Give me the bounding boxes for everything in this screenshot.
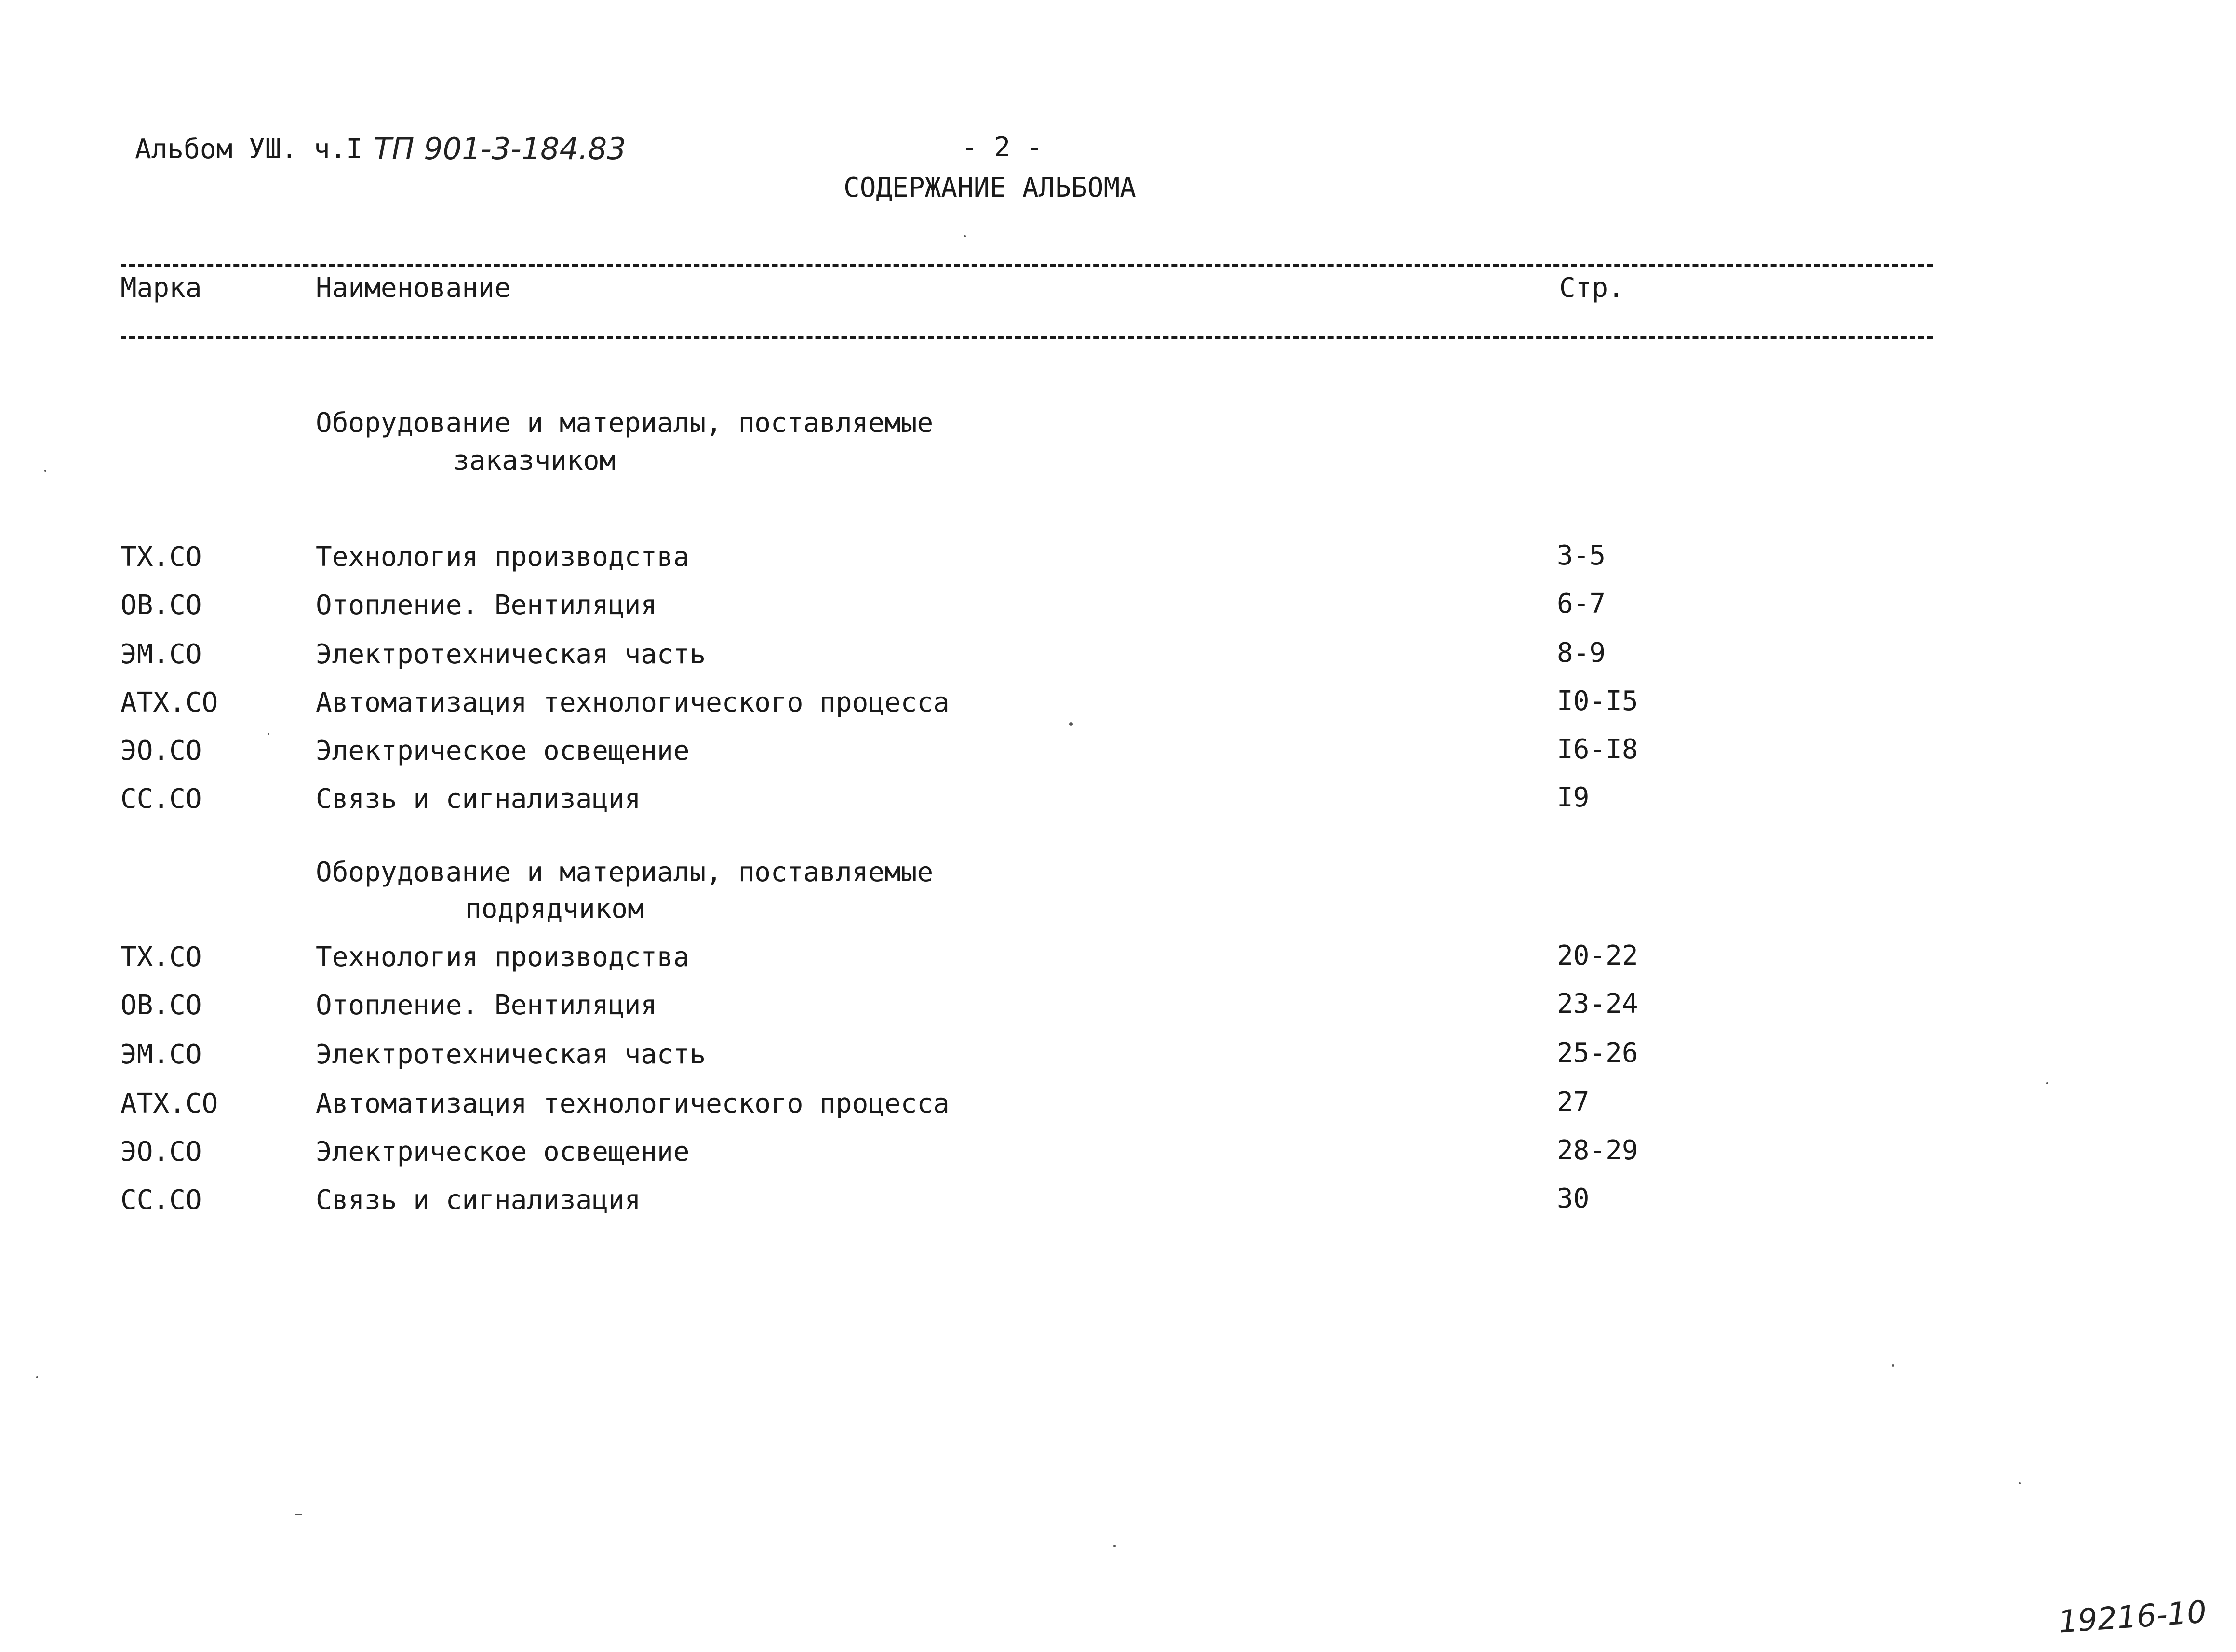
section-heading: Оборудование и материалы, поставляемые	[316, 857, 934, 888]
scan-speck	[295, 1514, 302, 1515]
row-page: 6-7	[1557, 588, 1606, 619]
column-header-page: Стр.	[1559, 272, 1624, 304]
section-subheading: подрядчиком	[465, 893, 644, 925]
scan-speck	[2046, 1082, 2048, 1084]
scan-speck	[2019, 1482, 2021, 1484]
column-header-mark: Марка	[121, 272, 202, 304]
row-mark: ТХ.СО	[121, 941, 202, 973]
row-name: Технология производства	[316, 941, 690, 973]
row-mark: СС.СО	[121, 783, 202, 815]
album-label: Альбом УШ. ч.I	[135, 134, 363, 165]
row-name: Технология производства	[316, 541, 690, 573]
scan-speck	[36, 1376, 38, 1378]
row-page: I9	[1557, 782, 1590, 813]
column-header-name: Наименование	[316, 272, 511, 304]
row-mark: АТХ.СО	[121, 687, 218, 718]
page-title: СОДЕРЖАНИЕ АЛЬБОМА	[844, 172, 1136, 203]
row-mark: СС.СО	[121, 1184, 202, 1216]
row-mark: ТХ.СО	[121, 541, 202, 573]
header-top-rule	[121, 264, 1933, 267]
row-mark: ЭО.СО	[121, 1136, 202, 1168]
row-page: I0-I5	[1557, 685, 1638, 717]
page-number: - 2 -	[962, 132, 1043, 163]
section-heading: Оборудование и материалы, поставляемые	[316, 407, 934, 439]
scan-speck	[268, 733, 269, 735]
row-mark: ЭО.СО	[121, 735, 202, 766]
row-name: Автоматизация технологического процесса	[316, 687, 950, 718]
row-name: Электротехническая часть	[316, 1039, 706, 1070]
row-mark: ЭМ.СО	[121, 1039, 202, 1070]
row-name: Связь и сигнализация	[316, 1184, 641, 1216]
row-name: Связь и сигнализация	[316, 783, 641, 815]
handwritten-number: 19216-10	[2057, 1594, 2208, 1640]
row-name: Электрическое освещение	[316, 735, 690, 766]
row-mark: АТХ.СО	[121, 1088, 218, 1119]
scan-speck	[1069, 722, 1073, 726]
section-subheading: заказчиком	[453, 445, 616, 476]
row-name: Автоматизация технологического процесса	[316, 1088, 950, 1119]
row-page: 3-5	[1557, 540, 1606, 571]
row-page: 28-29	[1557, 1135, 1638, 1166]
scan-speck	[1892, 1364, 1894, 1367]
scan-speck	[1113, 1545, 1116, 1547]
row-name: Электрическое освещение	[316, 1136, 690, 1168]
row-name: Электротехническая часть	[316, 639, 706, 670]
row-mark: ОВ.СО	[121, 990, 202, 1021]
row-page: 25-26	[1557, 1037, 1638, 1069]
row-name: Отопление. Вентиляция	[316, 990, 657, 1021]
row-page: 30	[1557, 1183, 1590, 1214]
scan-speck	[44, 470, 46, 472]
row-page: 8-9	[1557, 637, 1606, 669]
row-page: 27	[1557, 1087, 1590, 1118]
project-code: ТП 901-3-184.83	[374, 131, 626, 166]
header-bottom-rule	[121, 336, 1933, 339]
row-page: 23-24	[1557, 988, 1638, 1020]
row-mark: ОВ.СО	[121, 590, 202, 621]
scan-speck	[964, 235, 966, 237]
row-page: I6-I8	[1557, 734, 1638, 765]
row-name: Отопление. Вентиляция	[316, 590, 657, 621]
row-page: 20-22	[1557, 940, 1638, 971]
row-mark: ЭМ.СО	[121, 639, 202, 670]
